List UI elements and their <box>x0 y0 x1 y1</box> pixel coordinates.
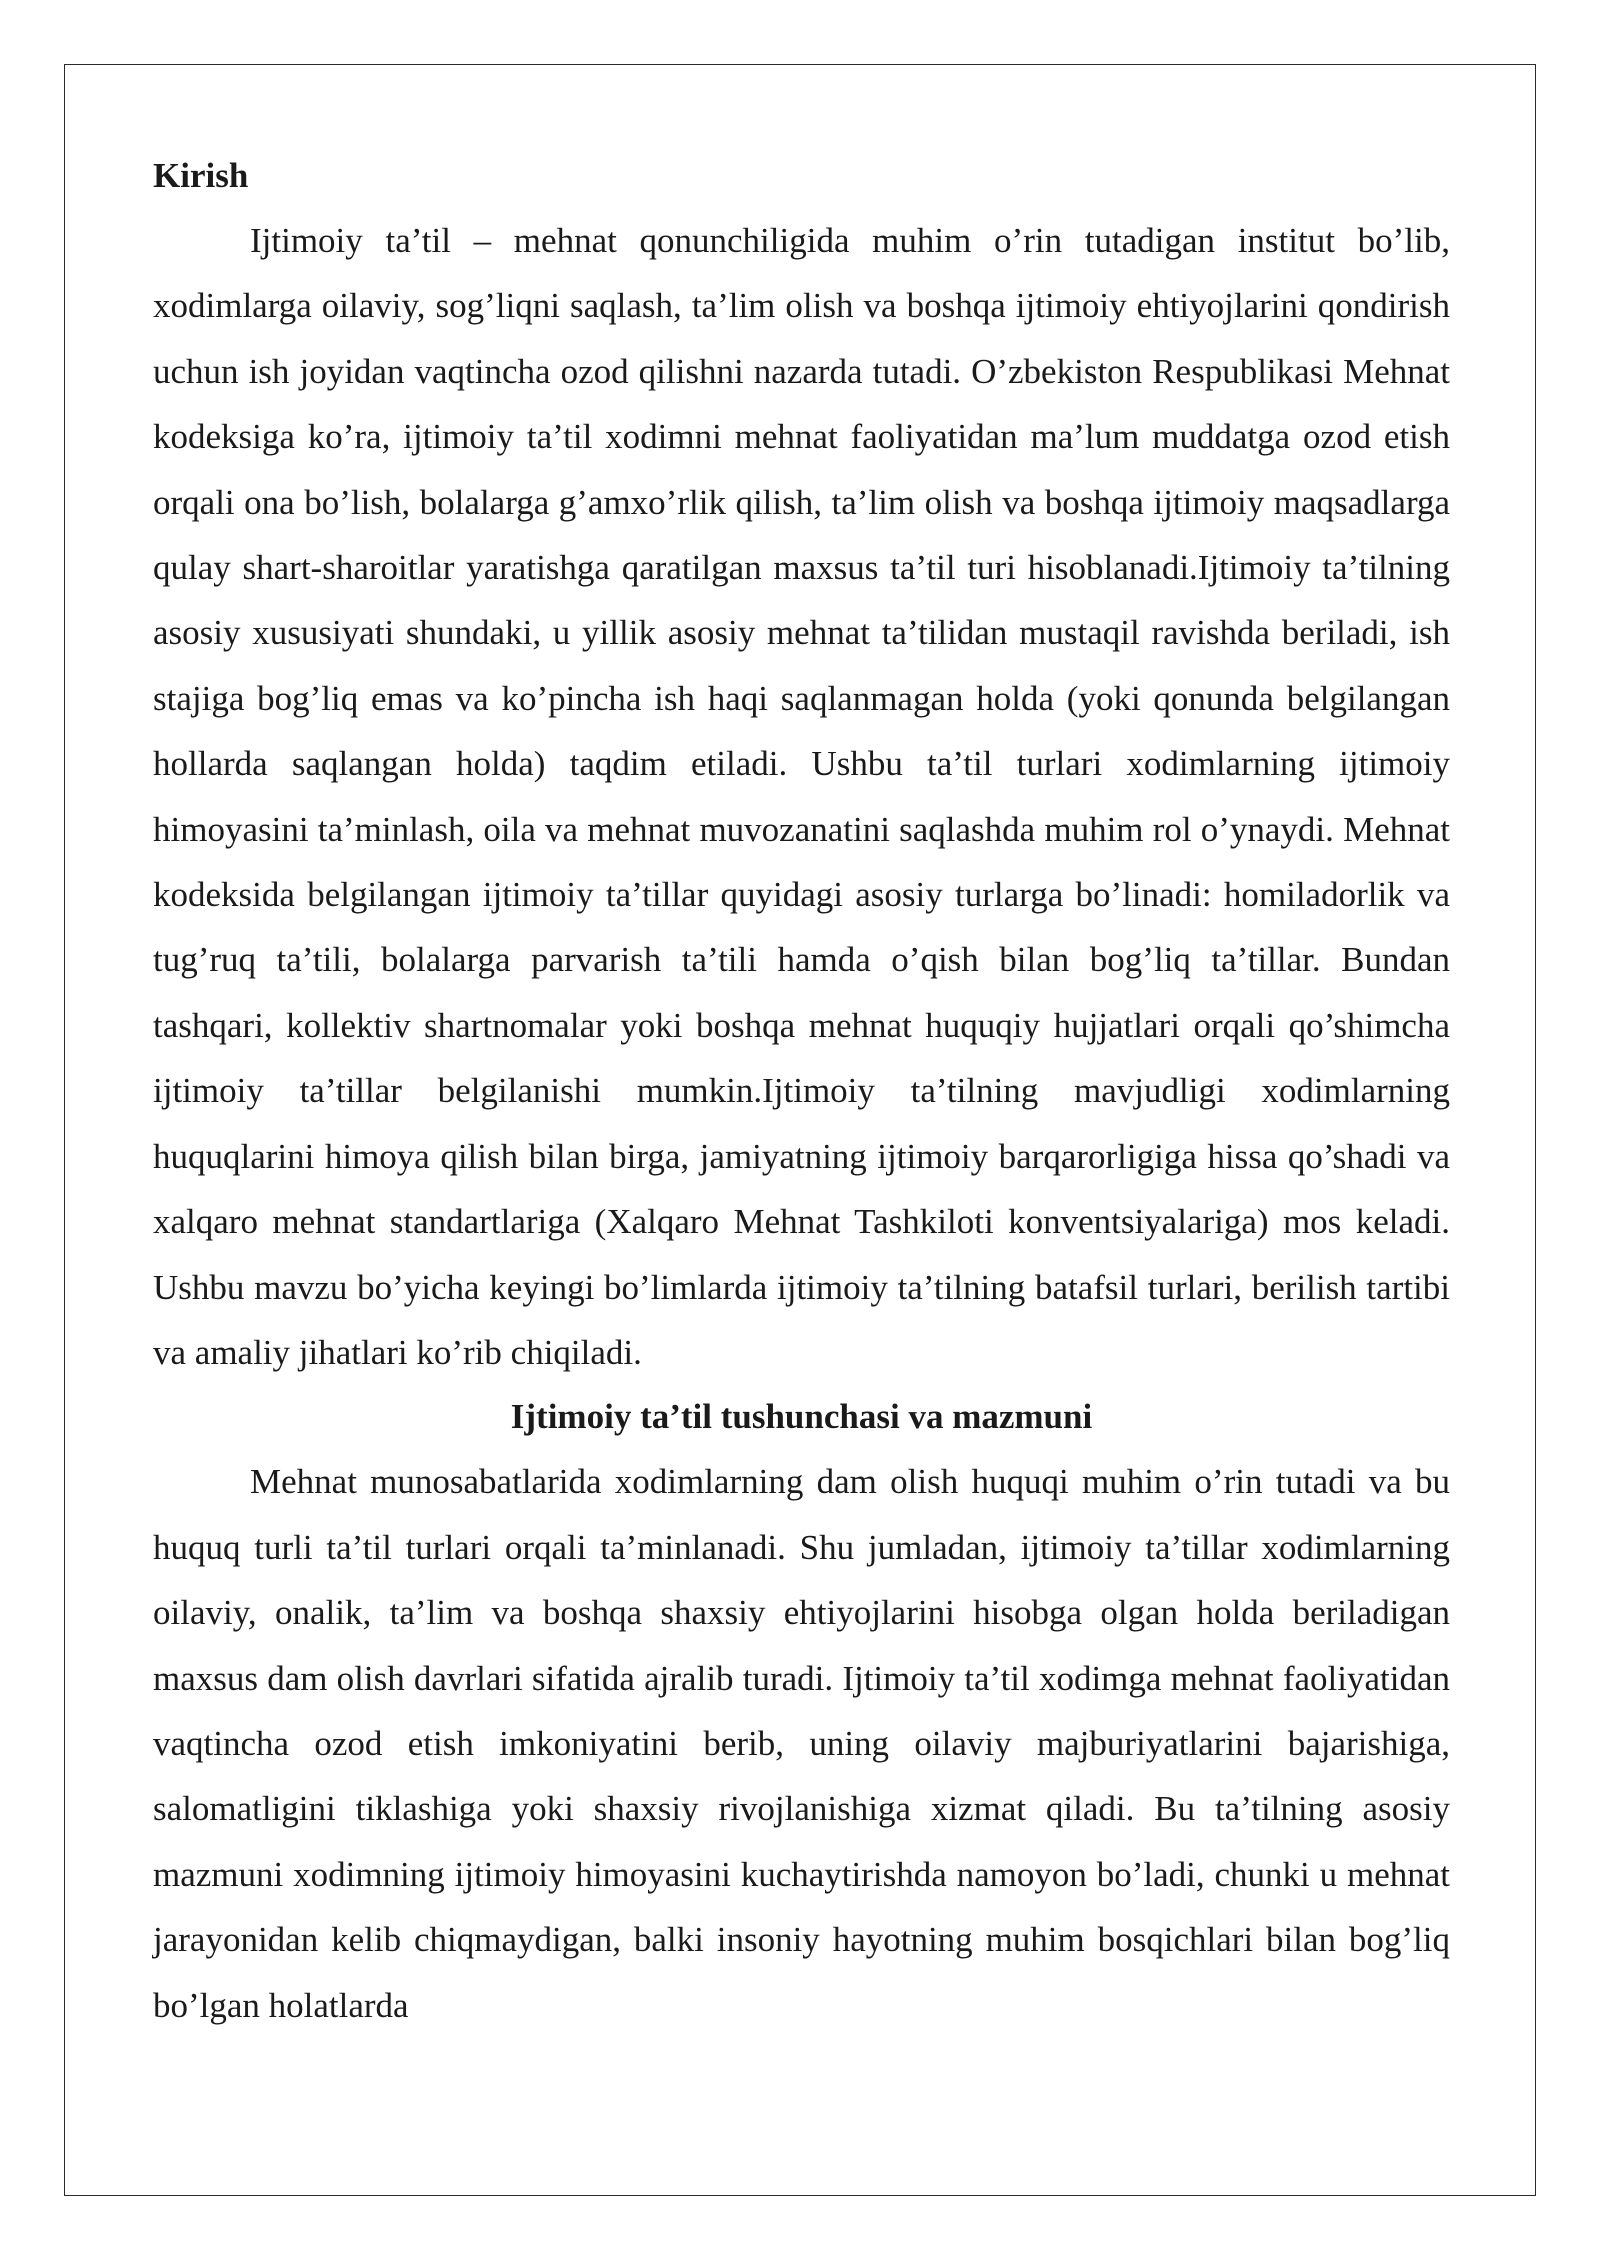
document-body <box>153 148 1450 2038</box>
paragraph-concept: Mehnat munosabatlarida xodimlarning dam olish huquqi muhim o’rin tutadi va bu huquq turli ta’til turlari orqali ta’minlanadi. Shu jumladan, ijtimoiy ta’tillar xodimlarning oilaviy, onalik, ta’lim va boshqa shaxsiy ehtiyojlarini hisobga olgan holda beriladigan maxsus dam olish davrlari sifatida ajralib turadi. Ijtimoiy ta’til xodimga mehnat faoliyatidan vaqtincha ozod etish imkoniyatini berib, uning oilaviy majburiyatlarini bajarishiga, salomatligini tiklashiga yoki shaxsiy rivojlanishiga xizmat qiladi. Bu ta’tilning asosiy mazmuni xodimning ijtimoiy himoyasini kuchaytirishda namoyon bo’ladi, chunki u mehnat jarayonidan kelib chiqmaydigan, balki insoniy hayotning muhim bosqichlari bilan bog’liq bo’lgan holatlarda <box>153 1462 1450 2025</box>
paragraph-introduction: Ijtimoiy ta’til – mehnat qonunchiligida muhim o’rin tutadigan institut bo’lib, xodimlarga oilaviy, sog’liqni saqlash, ta’lim olish va boshqa ijtimoiy ehtiyojlarini qondirish uchun ish joyidan vaqtincha ozod qilishni nazarda tutadi. O’zbekiston Respublikasi Mehnat kodeksiga ko’ra, ijtimoiy ta’til xodimni mehnat faoliyatidan ma’lum muddatga ozod etish orqali ona bo’lish, bolalarga g’amxo’rlik qilish, ta’lim olish va boshqa ijtimoiy maqsadlarga qulay shart-sharoitlar yaratishga qaratilgan maxsus ta’til turi hisoblanadi.Ijtimoiy ta’tilning asosiy xususiyati shundaki, u yillik asosiy mehnat ta’tilidan mustaqil ravishda beriladi, ish stajiga bog’liq emas va ko’pincha ish haqi saqlanmagan holda (yoki qonunda belgilangan hollarda saqlangan holda) taqdim etiladi. Ushbu ta’til turlari xodimlarning ijtimoiy himoyasini ta’minlash, oila va mehnat muvozanatini saqlashda muhim rol o’ynaydi. Mehnat kodeksida belgilangan ijtimoiy ta’tillar quyidagi asosiy turlarga bo’linadi: homiladorlik va tug’ruq ta’tili, bolalarga parvarish ta’tili hamda o’qish bilan bog’liq ta’tillar. Bundan tashqari, kollektiv shartnomalar yoki boshqa mehnat huquqiy hujjatlari orqali qo’shimcha ijtimoiy ta’tillar belgilanishi mumkin.Ijtimoiy ta’tilning mavjudligi xodimlarning huquqlarini himoya qilish bilan birga, jamiyatning ijtimoiy barqarorligiga hissa qo’shadi va xalqaro mehnat standartlariga (Xalqaro Mehnat Tashkiloti konventsiyalariga) mos keladi. Ushbu mavzu bo’yicha keyingi bo’limlarda ijtimoiy ta’tilning batafsil turlari, berilish tartibi va amaliy jihatlari ko’rib chiqiladi. <box>153 221 1450 1372</box>
section-heading-concept: Ijtimoiy ta’til tushunchasi va mazmuni <box>510 1397 1093 1437</box>
section-heading-kirish: Kirish <box>153 156 249 195</box>
